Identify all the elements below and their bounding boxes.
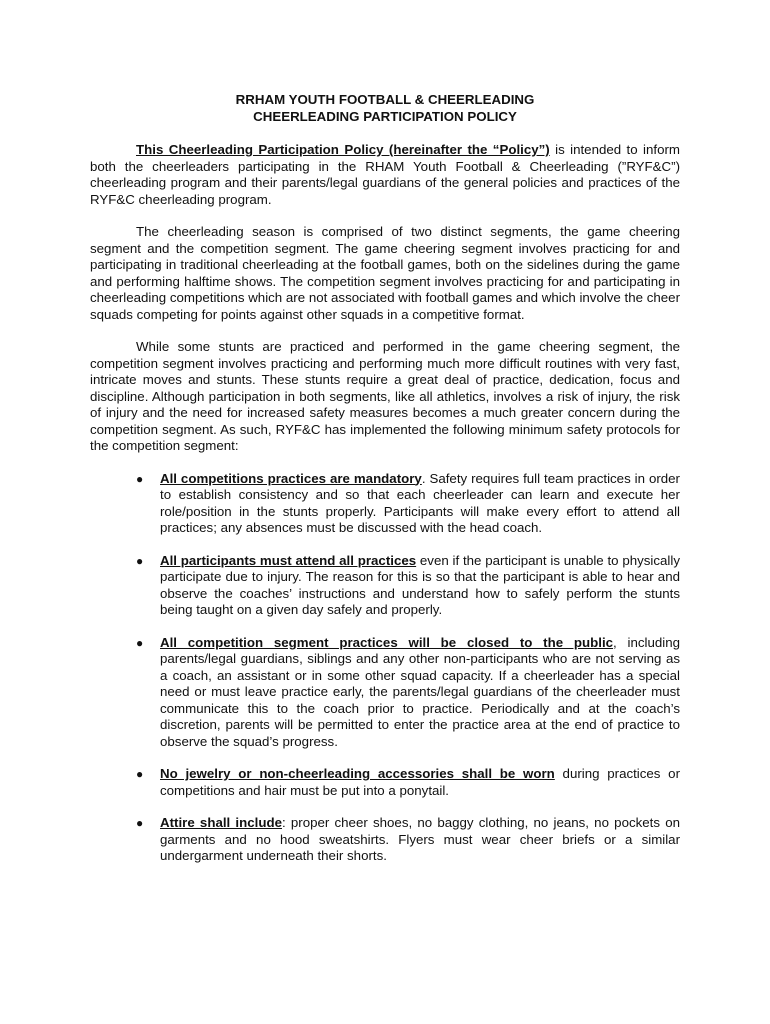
list-item — [90, 815, 680, 865]
rule-lead: All competitions practices are mandatory — [160, 470, 422, 486]
bullet-icon: ● — [136, 816, 144, 830]
list-item — [90, 766, 680, 799]
segments-paragraph: The cheerleading season is comprised of two distinct segments, the game cheering segment and the competition segment. The game cheering segment involves practicing for and participating in traditional cheerleading at the football games, both on the sidelines during the game and performing halftime shows. The competition segment involves practicing for and participating in cheerleading competitions which are not associated with football games and which involve the cheer squads competing for points against other squads in a competitive format. — [90, 224, 680, 322]
intro-paragraph — [90, 142, 680, 208]
bullet-icon: ● — [136, 767, 144, 781]
rule-lead: All competition segment practices will be closed to the public — [160, 634, 614, 650]
list-item — [90, 553, 680, 619]
intro-lead: This Cheerleading Participation Policy (hereinafter the “Policy”) — [136, 142, 550, 157]
document-title — [90, 92, 680, 125]
rule-text: . Safety requires full team practices in order to establish consistency and so that each cheerleader can learn and execute her role/position in the stunts properly. Participants will make every effort to attend all practices; any absences must be discussed with the head coach. — [160, 470, 680, 535]
rule-text: even if the participant is unable to physically participate due to injury. The reason for this is so that the participant is able to hear and observe the coaches’ instructions and understand how to safely perform the stunts being taught on a given day safely and properly. — [160, 552, 680, 617]
stunts-paragraph: While some stunts are practiced and performed in the game cheering segment, the competition segment involves practicing and performing much more difficult routines with very fast, intricate moves and stunts. These stunts require a great deal of practice, dedication, focus and discipline. Although participation in both segments, like all athletics, involves a risk of injury, the risk of injury and the need for increased safety measures becomes a much greater concern during the competition segment. As such, RYF&C has implemented the following minimum safety protocols for the competition segment: — [90, 339, 680, 453]
rule-text: , including parents/legal guardians, siblings and any other non-participants who are not serving as a coach, an assistant or in some other squad capacity. If a cheerleader has a special need or must leave practice early, the parents/legal guardians of the cheerleader must communicate this to the coach prior to practice. Periodically and at the coach’s discretion, parents will be permitted to enter the practice area at the end of practice to observe the squad’s progress. — [160, 634, 680, 749]
rule-text: : proper cheer shoes, no baggy clothing, no jeans, no pockets on garments and no hood sweatshirts. Flyers must wear cheer briefs or a similar undergarment underneath their shorts. — [160, 815, 680, 863]
title-line-1: RRHAM YOUTH FOOTBALL & CHEERLEADING — [235, 92, 535, 107]
rule-text: during practices or competitions and hair must be put into a ponytail. — [160, 766, 681, 798]
safety-protocol-list — [90, 471, 680, 865]
intro-text: is intended to inform both the cheerleaders participating in the RHAM Youth Football & Cheerleading (”RYF&C”) cheerleading program and their parents/legal guardians of the general policies and practices of the RYF&C cheerleading program. — [90, 142, 681, 207]
bullet-icon: ● — [136, 635, 144, 650]
rule-lead: No jewelry or non-cheerleading accessories shall be worn — [160, 766, 555, 781]
bullet-icon: ● — [136, 553, 144, 568]
list-item — [90, 635, 680, 751]
rule-lead: Attire shall include — [160, 815, 282, 830]
title-line-2: CHEERLEADING PARTICIPATION POLICY — [253, 108, 517, 124]
bullet-icon: ● — [136, 471, 144, 486]
list-item — [90, 471, 680, 537]
rule-lead: All participants must attend all practices — [160, 552, 417, 568]
